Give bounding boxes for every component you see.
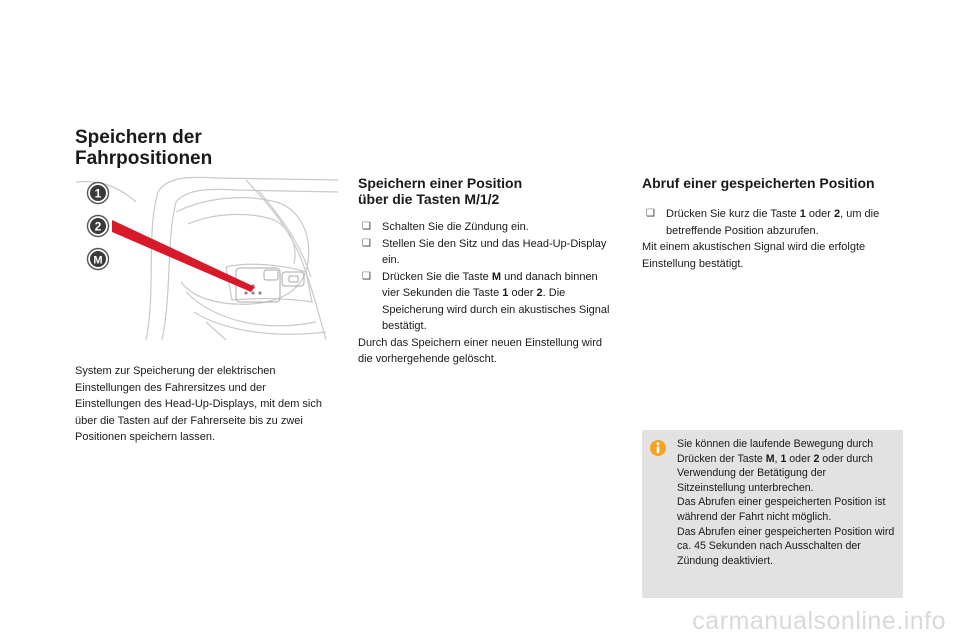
memory-button-2-icon <box>88 216 109 237</box>
svg-text:1: 1 <box>94 186 102 201</box>
memory-button-m-icon <box>88 249 109 270</box>
list-item: ❑ Stellen Sie den Sitz und das Head-Up-Display ein. <box>362 237 607 266</box>
info-icon <box>649 439 667 457</box>
checkbox-bullet-icon: ❑ <box>362 237 371 249</box>
save-footer: Durch das Speichern einer neuen Einstellung wird die vorhergehende gelöscht. <box>358 336 602 365</box>
checkbox-bullet-icon: ❑ <box>362 221 371 232</box>
save-heading <box>358 175 616 207</box>
note-paragraph-2: Das Abrufen einer gespeicherten Position ist während der Fahrt nicht möglich. <box>677 496 886 523</box>
save-section <box>358 175 616 368</box>
page-title-line2: Fahrpositionen <box>75 148 213 169</box>
recall-section <box>642 175 904 272</box>
save-heading-line2: über die Tasten M/1/2 <box>358 191 500 207</box>
memory-button-1-icon <box>88 183 109 204</box>
list-item: ❑ Drücken Sie kurz die Taste 1 oder 2, um die betreffende Position abzurufen. <box>646 208 880 237</box>
save-heading-line1: Speichern einer Position <box>358 175 523 191</box>
save-steps <box>358 219 616 335</box>
recall-footer: Mit einem akustischen Signal wird die erfolgte Einstellung bestätigt. <box>642 241 866 270</box>
recall-heading: Abruf einer gespeicherten Position <box>642 175 875 191</box>
recall-steps <box>642 206 904 239</box>
watermark: carmanualsonline.info <box>692 607 946 635</box>
svg-text:2: 2 <box>94 219 102 234</box>
note-paragraph-3: Das Abrufen einer gespeicherten Position wird ca. 45 Sekunden nach Ausschalten der Zündung deaktiviert. <box>677 525 895 567</box>
svg-text:M: M <box>93 254 103 267</box>
note-paragraph-1: Sie können die laufende Bewegung durch Drücken der Taste M, 1 oder 2 oder durch Verwendung der Betätigung der Sitzeinstellung unterbrechen. <box>677 438 874 494</box>
intro-text: System zur Speicherung der elektrischen Einstellungen des Fahrersitzes und der Einstellungen des Head-Up-Displays, mit dem sich über die Tasten auf der Fahrerseite bis zu zwei Positionen speichern lassen. <box>75 365 322 443</box>
seat-memory-illustration <box>76 172 338 340</box>
list-item: ❑ Drücken Sie die Taste M und danach binnen vier Sekunden die Taste 1 oder 2. Die Speicherung wird durch ein akustisches Signal bestätigt. <box>362 270 610 332</box>
page-title-line1: Speichern der <box>75 127 202 148</box>
checkbox-bullet-icon: ❑ <box>362 270 371 282</box>
page-title <box>75 127 335 169</box>
info-note <box>642 430 903 598</box>
checkbox-bullet-icon: ❑ <box>646 208 655 219</box>
list-item: ❑ Schalten Sie die Zündung ein. <box>358 219 616 236</box>
pointer-wedge <box>112 220 255 292</box>
